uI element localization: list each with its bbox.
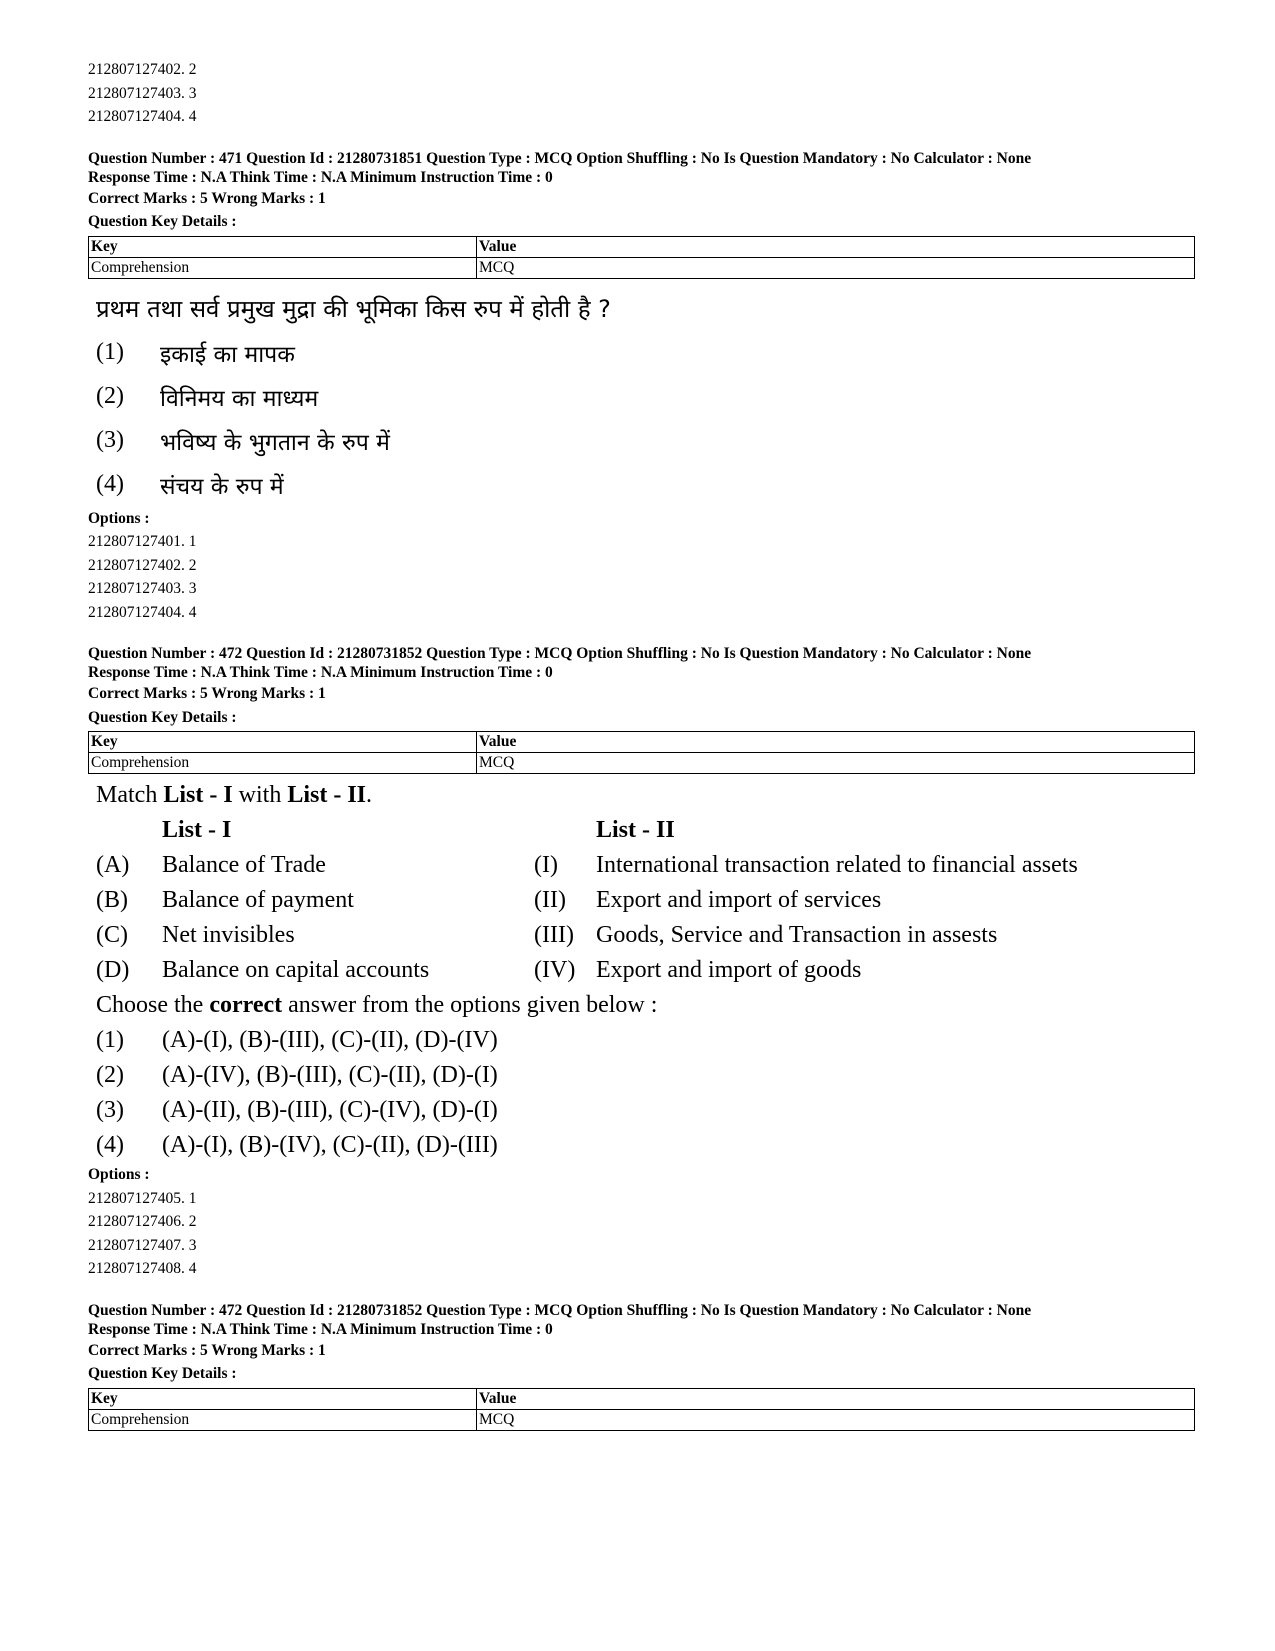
question-meta: Question Number : 472 Question Id : 21280731852 Question Type : MCQ Option Shuffling : No Is Question Mandatory : No Calculator : None xyxy=(88,1301,1032,1319)
table-row xyxy=(89,236,1195,257)
list2-header: List - II xyxy=(596,817,675,843)
option-id: 212807127404. 4 xyxy=(88,108,197,125)
list2-item: Goods, Service and Transaction in assests xyxy=(596,922,998,948)
choice-number: (3) xyxy=(96,427,124,453)
table-cell: Comprehension xyxy=(89,753,477,774)
question-block-471 xyxy=(88,149,1188,625)
list1-label: (B) xyxy=(96,887,128,913)
table-header-cell: Value xyxy=(477,1388,1195,1409)
table-row xyxy=(89,1409,1195,1430)
list2-label: (II) xyxy=(534,887,566,913)
choose-bold: correct xyxy=(209,992,283,1018)
table-cell: Comprehension xyxy=(89,257,477,278)
key-details-label: Question Key Details : xyxy=(88,708,237,726)
answer-item xyxy=(88,1128,1188,1163)
answer-text: (A)-(II), (B)-(III), (C)-(IV), (D)-(I) xyxy=(162,1097,498,1123)
list1-label: (A) xyxy=(96,852,130,878)
table-cell: MCQ xyxy=(477,753,1195,774)
question-intro xyxy=(88,778,1188,813)
match-row xyxy=(88,918,1188,953)
answer-text: (A)-(I), (B)-(III), (C)-(II), (D)-(IV) xyxy=(162,1027,498,1053)
options-label: Options : xyxy=(88,1166,150,1183)
option-id: 212807127408. 4 xyxy=(88,1260,197,1277)
option-id: 212807127406. 2 xyxy=(88,1213,197,1230)
question-block-472-repeat xyxy=(88,1301,1188,1431)
option-id: 212807127405. 1 xyxy=(88,1189,197,1207)
list2-item: International transaction related to financial assets xyxy=(596,852,1078,878)
table-header-cell: Value xyxy=(477,732,1195,753)
option-id: 212807127402. 2 xyxy=(88,556,197,574)
choose-text: answer from the options given below : xyxy=(282,992,658,1018)
option-id: 212807127403. 3 xyxy=(88,580,197,597)
intro-text: Match xyxy=(96,782,164,808)
list1-item: Net invisibles xyxy=(162,922,295,948)
table-header-cell: Key xyxy=(89,236,477,257)
document-page xyxy=(88,58,1188,1431)
question-marks: Correct Marks : 5 Wrong Marks : 1 xyxy=(88,1341,326,1359)
choice-text: भविष्य के भुगतान के रुप में xyxy=(160,429,390,456)
list2-label: (III) xyxy=(534,922,574,948)
question-timing: Response Time : N.A Think Time : N.A Minimum Instruction Time : 0 xyxy=(88,1320,553,1338)
option-id: 212807127407. 3 xyxy=(88,1236,197,1254)
options-label: Options : xyxy=(88,509,150,527)
table-cell: MCQ xyxy=(477,257,1195,278)
carryover-options xyxy=(88,58,1188,129)
question-timing: Response Time : N.A Think Time : N.A Minimum Instruction Time : 0 xyxy=(88,664,553,681)
key-details-label: Question Key Details : xyxy=(88,1365,237,1382)
answer-item xyxy=(88,1023,1188,1058)
question-meta: Question Number : 471 Question Id : 21280731851 Question Type : MCQ Option Shuffling : No Is Question Mandatory : No Calculator : None xyxy=(88,149,1032,167)
table-header-cell: Value xyxy=(477,236,1195,257)
list1-item: Balance of Trade xyxy=(162,852,326,878)
key-details-label: Question Key Details : xyxy=(88,213,237,230)
answer-item xyxy=(88,1093,1188,1128)
intro-list1: List - I xyxy=(163,782,233,808)
key-details-table xyxy=(88,1388,1195,1431)
list1-label: (D) xyxy=(96,957,130,983)
intro-text: . xyxy=(366,782,373,808)
list2-label: (IV) xyxy=(534,957,576,983)
table-row xyxy=(89,732,1195,753)
answer-text: (A)-(IV), (B)-(III), (C)-(II), (D)-(I) xyxy=(162,1062,498,1088)
option-id: 212807127403. 3 xyxy=(88,84,197,102)
question-block-472 xyxy=(88,644,1188,1281)
answer-item xyxy=(88,1058,1188,1093)
choice-text: इकाई का मापक xyxy=(160,341,295,368)
list-headers xyxy=(88,813,1188,848)
match-row xyxy=(88,848,1188,883)
list2-item: Export and import of goods xyxy=(596,957,862,983)
choice-number: (1) xyxy=(96,339,124,365)
question-meta: Question Number : 472 Question Id : 21280731852 Question Type : MCQ Option Shuffling : No Is Question Mandatory : No Calculator : None xyxy=(88,645,1032,662)
table-cell: MCQ xyxy=(477,1409,1195,1430)
table-row xyxy=(89,257,1195,278)
table-header-cell: Key xyxy=(89,732,477,753)
list1-header: List - I xyxy=(162,817,232,843)
choice-text: विनिमय का माध्यम xyxy=(160,385,319,412)
option-id: 212807127402. 2 xyxy=(88,61,197,78)
list2-label: (I) xyxy=(534,852,558,878)
choice-item xyxy=(88,375,1188,419)
question-marks: Correct Marks : 5 Wrong Marks : 1 xyxy=(88,685,326,702)
option-id: 212807127401. 1 xyxy=(88,533,197,550)
key-details-table xyxy=(88,731,1195,774)
choose-text: Choose the xyxy=(96,992,210,1018)
match-question xyxy=(88,778,1188,1163)
match-row xyxy=(88,883,1188,918)
answer-text: (A)-(I), (B)-(IV), (C)-(II), (D)-(III) xyxy=(162,1132,498,1158)
question-timing: Response Time : N.A Think Time : N.A Minimum Instruction Time : 0 xyxy=(88,168,553,186)
choice-number: (2) xyxy=(96,383,124,409)
list1-item: Balance on capital accounts xyxy=(162,957,430,983)
table-row xyxy=(89,753,1195,774)
intro-text: with xyxy=(232,782,288,808)
option-id: 212807127404. 4 xyxy=(88,603,197,621)
choice-item xyxy=(88,331,1188,375)
choice-text: संचय के रुप में xyxy=(160,473,284,500)
question-marks: Correct Marks : 5 Wrong Marks : 1 xyxy=(88,189,326,207)
key-details-table xyxy=(88,236,1195,279)
table-cell: Comprehension xyxy=(89,1409,477,1430)
choice-item xyxy=(88,419,1188,463)
choice-item xyxy=(88,463,1188,507)
list1-label: (C) xyxy=(96,922,128,948)
answer-number: (2) xyxy=(96,1062,124,1088)
question-text: प्रथम तथा सर्व प्रमुख मुद्रा की भूमिका किस रुप में होती है ? xyxy=(96,294,611,323)
answer-number: (1) xyxy=(96,1027,124,1053)
match-row xyxy=(88,953,1188,988)
answer-number: (4) xyxy=(96,1132,124,1158)
table-row xyxy=(89,1388,1195,1409)
choice-number: (4) xyxy=(96,471,124,497)
list1-item: Balance of payment xyxy=(162,887,354,913)
intro-list2: List - II xyxy=(287,782,367,808)
choose-instruction xyxy=(88,988,1188,1023)
table-header-cell: Key xyxy=(89,1388,477,1409)
answer-number: (3) xyxy=(96,1097,124,1123)
list2-item: Export and import of services xyxy=(596,887,882,913)
